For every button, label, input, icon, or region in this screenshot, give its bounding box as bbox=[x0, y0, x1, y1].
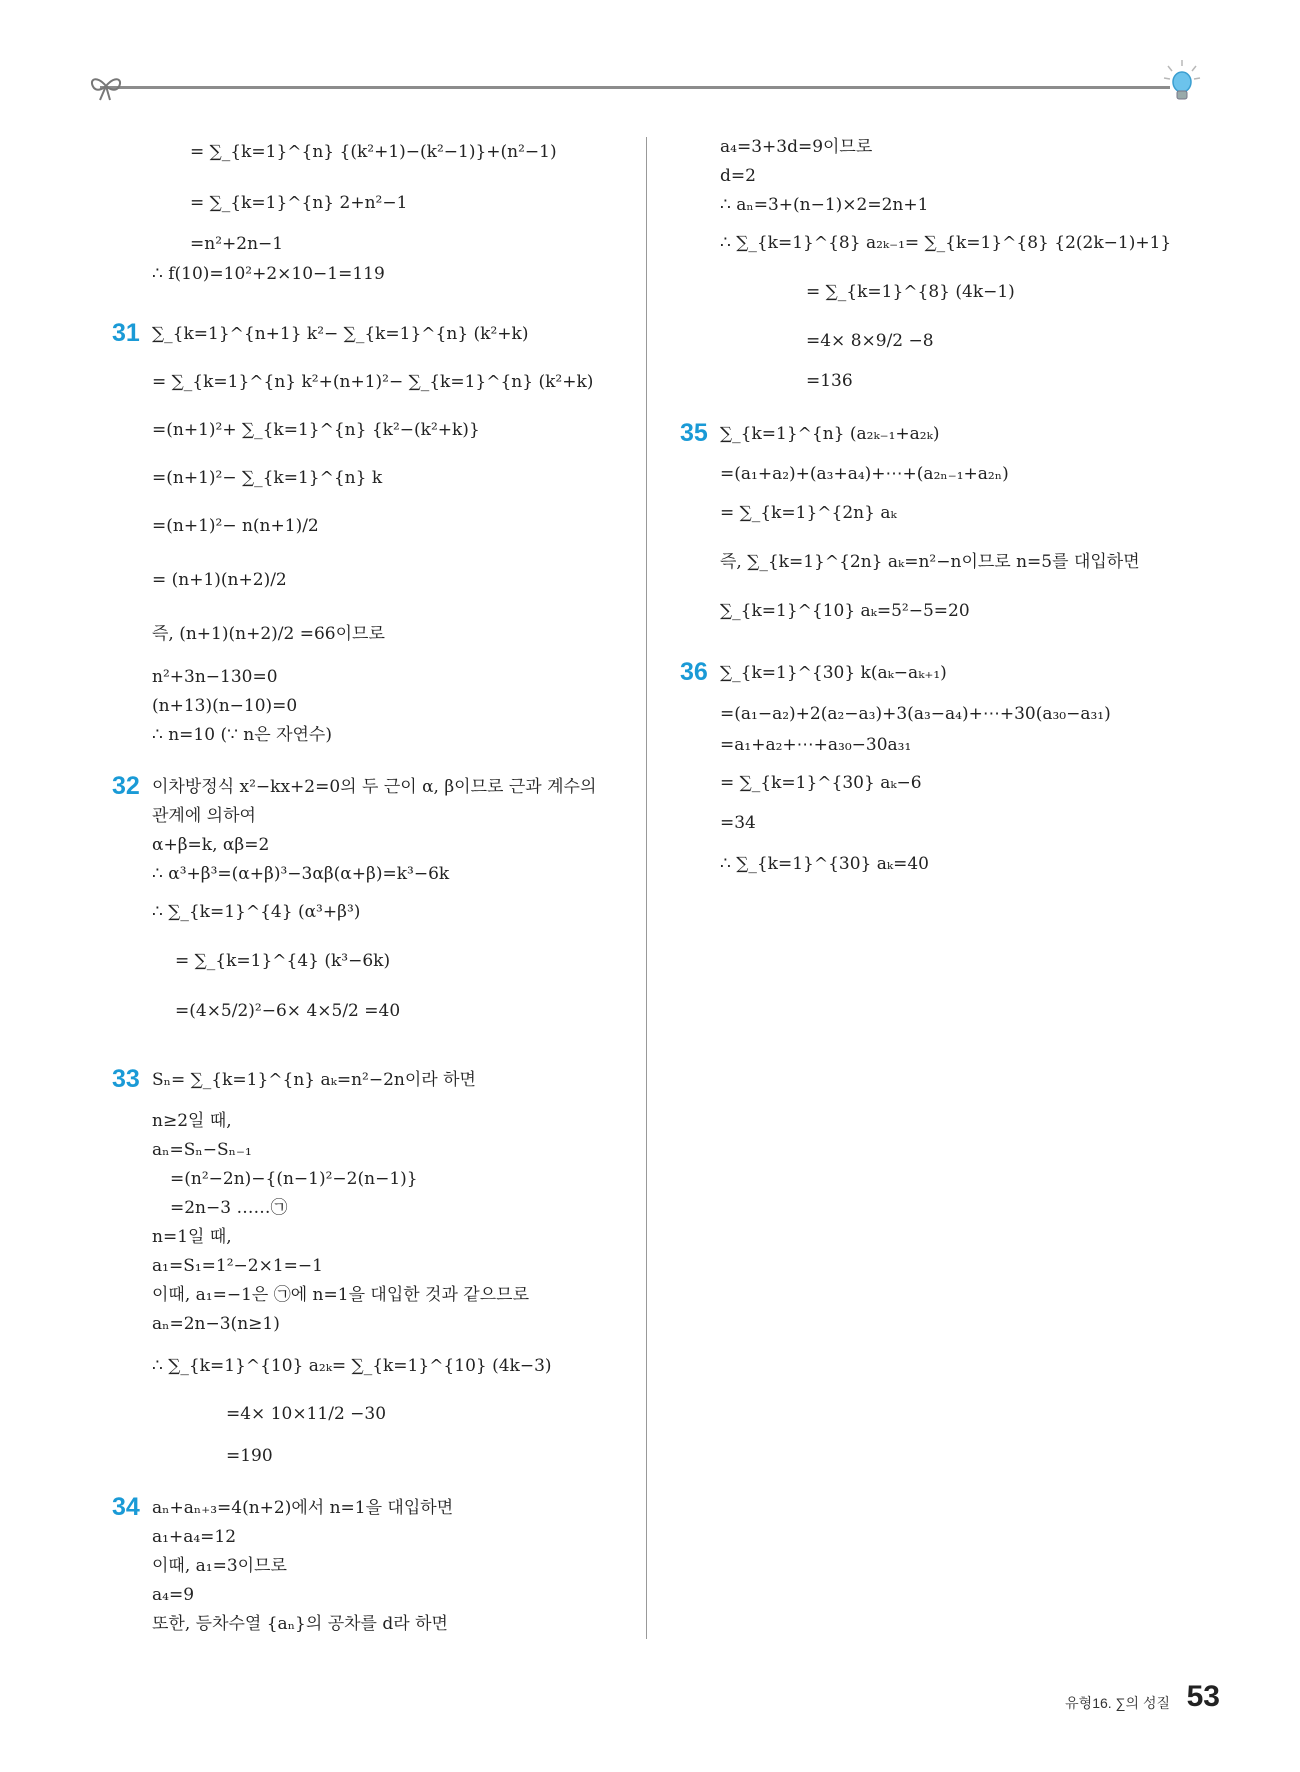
solution-line: a₄=9 bbox=[152, 1585, 195, 1605]
problem-number: 33 bbox=[112, 1065, 140, 1093]
problem-number: 31 bbox=[112, 319, 140, 347]
problem-number: 32 bbox=[112, 772, 140, 800]
solution-line: = (n+1)(n+2)/2 bbox=[152, 570, 287, 590]
solution-line: ∑_{k=1}^{30} k(aₖ−aₖ₊₁) bbox=[720, 663, 947, 683]
ribbon-bow-icon bbox=[88, 72, 124, 102]
solution-line: =(4×5/2)²−6× 4×5/2 =40 bbox=[175, 1001, 401, 1021]
solution-line: =(n²−2n)−{(n−1)²−2(n−1)} bbox=[170, 1169, 418, 1189]
solution-line: 이때, a₁=3이므로 bbox=[152, 1556, 287, 1576]
solution-line: ∴ α³+β³=(α+β)³−3αβ(α+β)=k³−6k bbox=[152, 864, 450, 884]
solution-line: ∑_{k=1}^{10} aₖ=5²−5=20 bbox=[720, 601, 970, 621]
solution-line: =(n+1)²− ∑_{k=1}^{n} k bbox=[152, 468, 383, 488]
solution-line: a₄=3+3d=9이므로 bbox=[720, 137, 873, 157]
solution-line: 이차방정식 x²−kx+2=0의 두 근이 α, β이므로 근과 계수의 bbox=[152, 777, 597, 797]
solution-line: (n+13)(n−10)=0 bbox=[152, 696, 298, 716]
solution-line: = ∑_{k=1}^{n} {(k²+1)−(k²−1)}+(n²−1) bbox=[190, 142, 557, 162]
solution-line: ∴ ∑_{k=1}^{10} a₂ₖ= ∑_{k=1}^{10} (4k−3) bbox=[152, 1356, 552, 1376]
solution-line: aₙ=Sₙ−Sₙ₋₁ bbox=[152, 1140, 252, 1160]
solution-line: ∴ aₙ=3+(n−1)×2=2n+1 bbox=[720, 195, 929, 215]
solution-line: 관계에 의하여 bbox=[152, 806, 256, 826]
solution-line: ∑_{k=1}^{n+1} k²− ∑_{k=1}^{n} (k²+k) bbox=[152, 324, 529, 344]
solution-line: = ∑_{k=1}^{8} (4k−1) bbox=[806, 282, 1015, 302]
solution-line: =4× 8×9/2 −8 bbox=[806, 331, 934, 351]
solution-line: 즉, (n+1)(n+2)/2 =66이므로 bbox=[152, 624, 385, 644]
solution-line: =4× 10×11/2 −30 bbox=[226, 1404, 387, 1424]
problem-number: 36 bbox=[680, 658, 708, 686]
solution-line: =190 bbox=[226, 1446, 273, 1466]
solution-line: ∴ ∑_{k=1}^{8} a₂ₖ₋₁= ∑_{k=1}^{8} {2(2k−1)+1} bbox=[720, 233, 1172, 253]
solution-line: d=2 bbox=[720, 166, 756, 186]
solution-line: =34 bbox=[720, 813, 756, 833]
solution-line: a₁=S₁=1²−2×1=−1 bbox=[152, 1256, 323, 1276]
solution-line: Sₙ= ∑_{k=1}^{n} aₖ=n²−2n이라 하면 bbox=[152, 1070, 476, 1090]
solution-line: = ∑_{k=1}^{4} (k³−6k) bbox=[175, 951, 391, 971]
page-number: 53 bbox=[1186, 1680, 1220, 1713]
solution-line: 이때, a₁=−1은 ㉠에 n=1을 대입한 것과 같으므로 bbox=[152, 1285, 529, 1305]
solution-line: =(n+1)²+ ∑_{k=1}^{n} {k²−(k²+k)} bbox=[152, 420, 480, 440]
solution-line: =(a₁−a₂)+2(a₂−a₃)+3(a₃−a₄)+⋯+30(a₃₀−a₃₁) bbox=[720, 704, 1111, 724]
problem-number: 35 bbox=[680, 419, 708, 447]
solution-line: =a₁+a₂+⋯+a₃₀−30a₃₁ bbox=[720, 735, 912, 755]
solution-line: 즉, ∑_{k=1}^{2n} aₖ=n²−n이므로 n=5를 대입하면 bbox=[720, 552, 1140, 572]
footer-section-label: 유형16. ∑의 성질 bbox=[1065, 1695, 1170, 1711]
solution-line: ∴ n=10 (∵ n은 자연수) bbox=[152, 725, 332, 745]
solution-line: n=1일 때, bbox=[152, 1227, 232, 1247]
solution-line: 또한, 등차수열 {aₙ}의 공차를 d라 하면 bbox=[152, 1614, 448, 1634]
solution-line: =136 bbox=[806, 371, 853, 391]
solution-line: = ∑_{k=1}^{30} aₖ−6 bbox=[720, 773, 922, 793]
solution-line: =(a₁+a₂)+(a₃+a₄)+⋯+(a₂ₙ₋₁+a₂ₙ) bbox=[720, 464, 1009, 484]
solution-line: n≥2일 때, bbox=[152, 1111, 232, 1131]
solution-line: a₁+a₄=12 bbox=[152, 1527, 237, 1547]
solution-line: n²+3n−130=0 bbox=[152, 667, 278, 687]
solution-line: =2n−3 ……㉠ bbox=[170, 1198, 288, 1218]
solution-line: =(n+1)²− n(n+1)/2 bbox=[152, 516, 319, 536]
lightbulb-icon bbox=[1160, 58, 1204, 106]
problem-number: 34 bbox=[112, 1493, 140, 1521]
top-rule bbox=[100, 86, 1170, 89]
solution-line: aₙ=2n−3(n≥1) bbox=[152, 1314, 280, 1334]
solution-line: aₙ+aₙ₊₃=4(n+2)에서 n=1을 대입하면 bbox=[152, 1498, 454, 1518]
solution-line: ∴ f(10)=10²+2×10−1=119 bbox=[152, 264, 385, 284]
solution-line: ∴ ∑_{k=1}^{4} (α³+β³) bbox=[152, 902, 361, 922]
column-divider bbox=[646, 137, 647, 1639]
solution-line: ∑_{k=1}^{n} (a₂ₖ₋₁+a₂ₖ) bbox=[720, 424, 940, 444]
solution-line: = ∑_{k=1}^{2n} aₖ bbox=[720, 503, 897, 523]
solution-line: ∴ ∑_{k=1}^{30} aₖ=40 bbox=[720, 854, 929, 874]
solution-line: = ∑_{k=1}^{n} k²+(n+1)²− ∑_{k=1}^{n} (k²+k) bbox=[152, 372, 594, 392]
solution-line: = ∑_{k=1}^{n} 2+n²−1 bbox=[190, 193, 408, 213]
solution-line: =n²+2n−1 bbox=[190, 234, 284, 254]
solution-line: α+β=k, αβ=2 bbox=[152, 835, 270, 855]
